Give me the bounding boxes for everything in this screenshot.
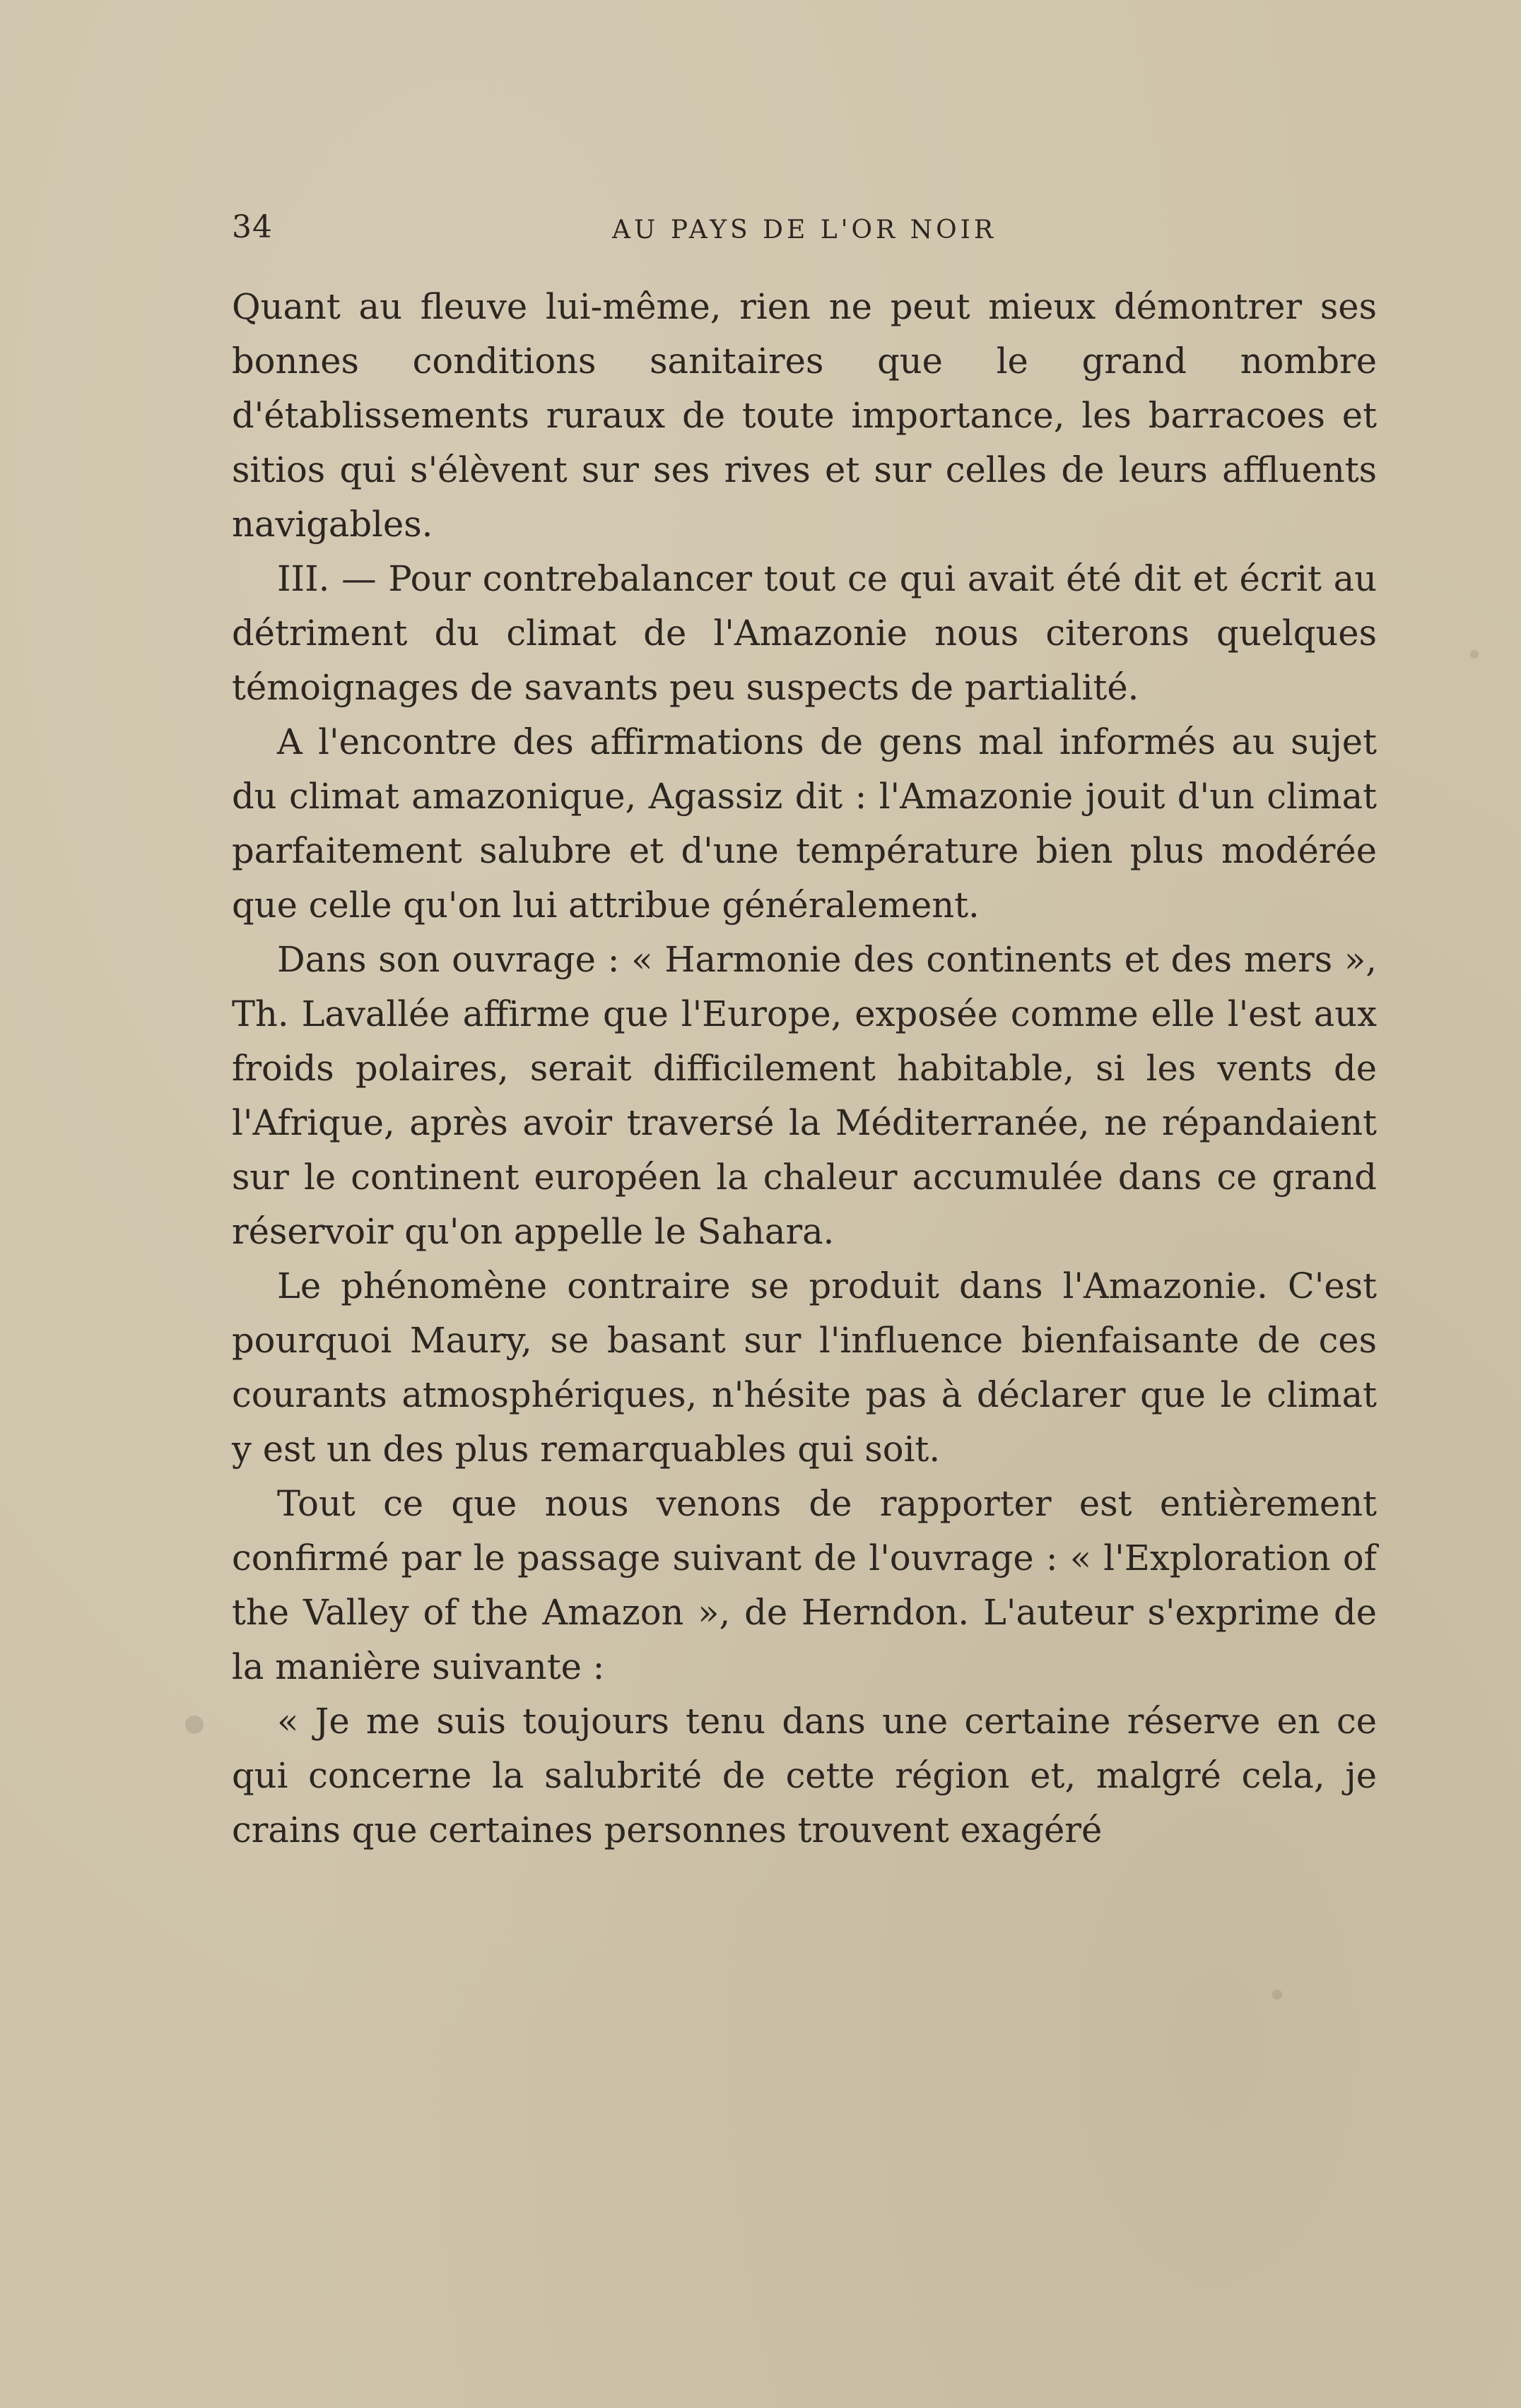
paper-stain	[185, 1716, 204, 1734]
paper-stain	[1272, 1990, 1282, 2000]
paragraph: Le phénomène contraire se produit dans l'Amazonie. C'est pourquoi Maury, se basant sur l'influence bienfaisante de ces courants atmosphériques, n'hésite pas à déclarer que le climat y est un des plus remarquables qui soit.	[232, 1265, 1377, 1470]
paper-stain	[1470, 650, 1479, 659]
paragraph: « Je me suis toujours tenu dans une certaine réserve en ce qui concerne la salubrité de cette région et, malgré cela, je crains que certaines personnes trouvent exagéré	[232, 1701, 1377, 1851]
paragraph: Quant au fleuve lui-même, rien ne peut mieux démontrer ses bonnes conditions sanitaires que le grand nombre d'établissements ruraux de toute importance, les barracoes et sitios qui s'élèvent sur ses rives et sur celles de leurs affluents navigables.	[232, 286, 1377, 545]
paragraph: Tout ce que nous venons de rapporter est entièrement confirmé par le passage suivant de l'ouvrage : « l'Exploration of the Valley of the Amazon », de Herndon. L'auteur s'exprime de la manière suivante :	[232, 1483, 1377, 1687]
body-text	[232, 280, 1377, 1858]
running-title: AU PAYS DE L'OR NOIR	[612, 216, 997, 244]
page-number: 34	[232, 209, 273, 245]
paragraph: A l'encontre des affirmations de gens mal informés au sujet du climat amazonique, Agassiz dit : l'Amazonie jouit d'un climat parfaitement salubre et d'une température bien plus modérée que celle qu'on lui attribue généralement.	[232, 721, 1377, 926]
paragraph: III. — Pour contrebalancer tout ce qui avait été dit et écrit au détriment du climat de l'Amazonie nous citerons quelques témoignages de savants peu suspects de partialité.	[232, 558, 1377, 708]
paragraph: Dans son ouvrage : « Harmonie des continents et des mers », Th. Lavallée affirme que l'Europe, exposée comme elle l'est aux froids polaires, serait difficilement habitable, si les vents de l'Afrique, après avoir traversé la Méditerranée, ne répandaient sur le continent européen la chaleur accumulée dans ce grand réservoir qu'on appelle le Sahara.	[232, 939, 1377, 1252]
page-header	[232, 206, 1377, 249]
